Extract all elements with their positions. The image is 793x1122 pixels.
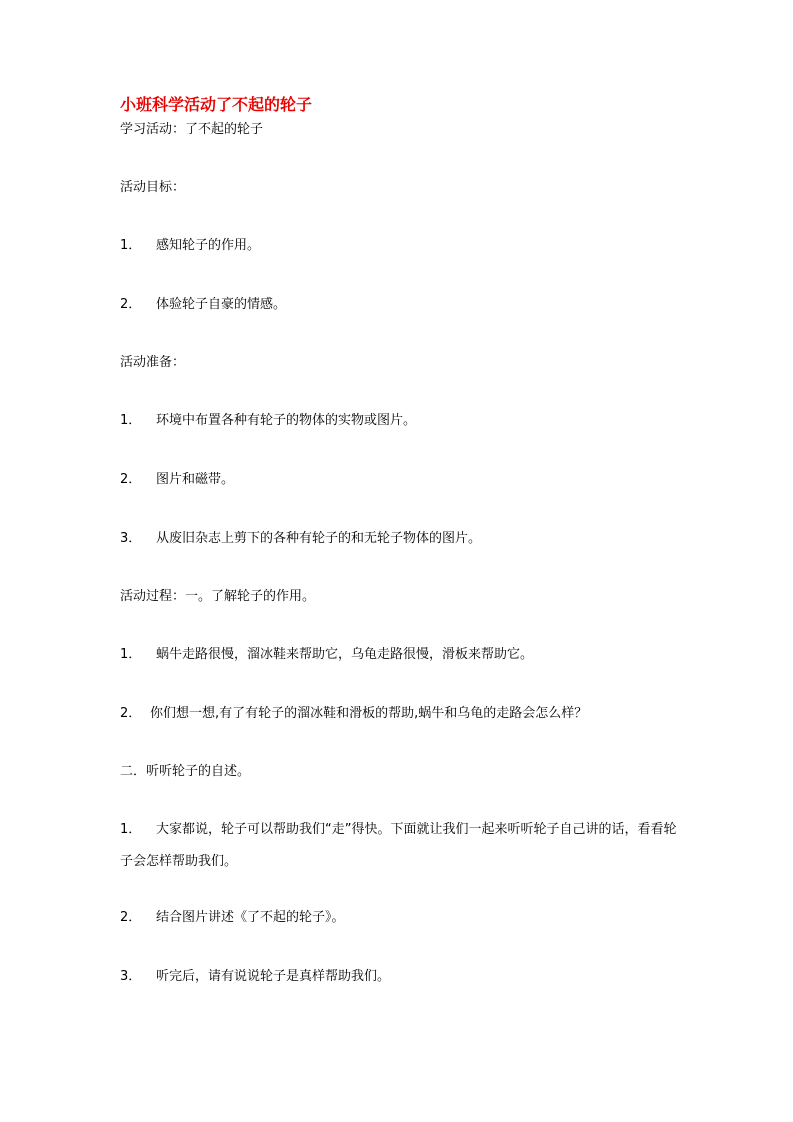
document-subtitle: 学习活动：了不起的轮子 [120, 122, 264, 137]
goal-text: 感知轮子的作用。 [156, 238, 261, 253]
process-number: 2． [120, 706, 142, 721]
prep-number: 2． [120, 472, 142, 487]
process-item [120, 705, 587, 723]
goal-number: 1． [120, 238, 142, 253]
goal-item [120, 296, 286, 314]
prep-item [120, 471, 234, 489]
process-item [120, 646, 533, 664]
document-title: 小班科学活动了不起的轮子 [120, 95, 313, 114]
goal-text: 体验轮子自豪的情感。 [156, 297, 287, 312]
process-text: 你们想一想,有了有轮子的溜冰鞋和滑板的帮助,蜗牛和乌龟的走路会怎么样？ [150, 706, 588, 721]
prep-item [120, 530, 481, 548]
goal-number: 2． [120, 297, 142, 312]
process-text: 蜗牛走路很慢，溜冰鞋来帮助它，乌龟走路很慢，滑板来帮助它。 [156, 647, 534, 662]
process-number: 2． [120, 910, 142, 925]
prep-number: 3． [120, 531, 142, 546]
process-item [120, 968, 390, 986]
goal-item [120, 237, 260, 255]
process-number: 1． [120, 822, 142, 837]
prep-heading: 活动准备： [120, 355, 186, 370]
process-heading: 活动过程：一。了解轮子的作用。 [120, 589, 316, 604]
prep-text: 从废旧杂志上剪下的各种有轮子的和无轮子物体的图片。 [156, 531, 482, 546]
prep-item [120, 412, 416, 430]
process-item [120, 909, 345, 927]
process-item-wrapped [120, 814, 680, 878]
process-text: 听完后，请有说说轮子是真样帮助我们。 [156, 969, 391, 984]
process-number: 1． [120, 647, 142, 662]
prep-number: 1． [120, 413, 142, 428]
part2-heading: 二．听听轮子的自述。 [120, 764, 251, 779]
process-text: 大家都说，轮子可以帮助我们“走”得快。下面就让我们一起来听听轮子自己讲的话，看看轮子会怎样帮助我们。 [120, 822, 677, 869]
process-number: 3． [120, 969, 142, 984]
prep-text: 环境中布置各种有轮子的物体的实物或图片。 [156, 413, 417, 428]
prep-text: 图片和磁带。 [156, 472, 235, 487]
goals-heading: 活动目标： [120, 180, 186, 195]
process-text: 结合图片讲述《了不起的轮子》。 [156, 910, 345, 925]
